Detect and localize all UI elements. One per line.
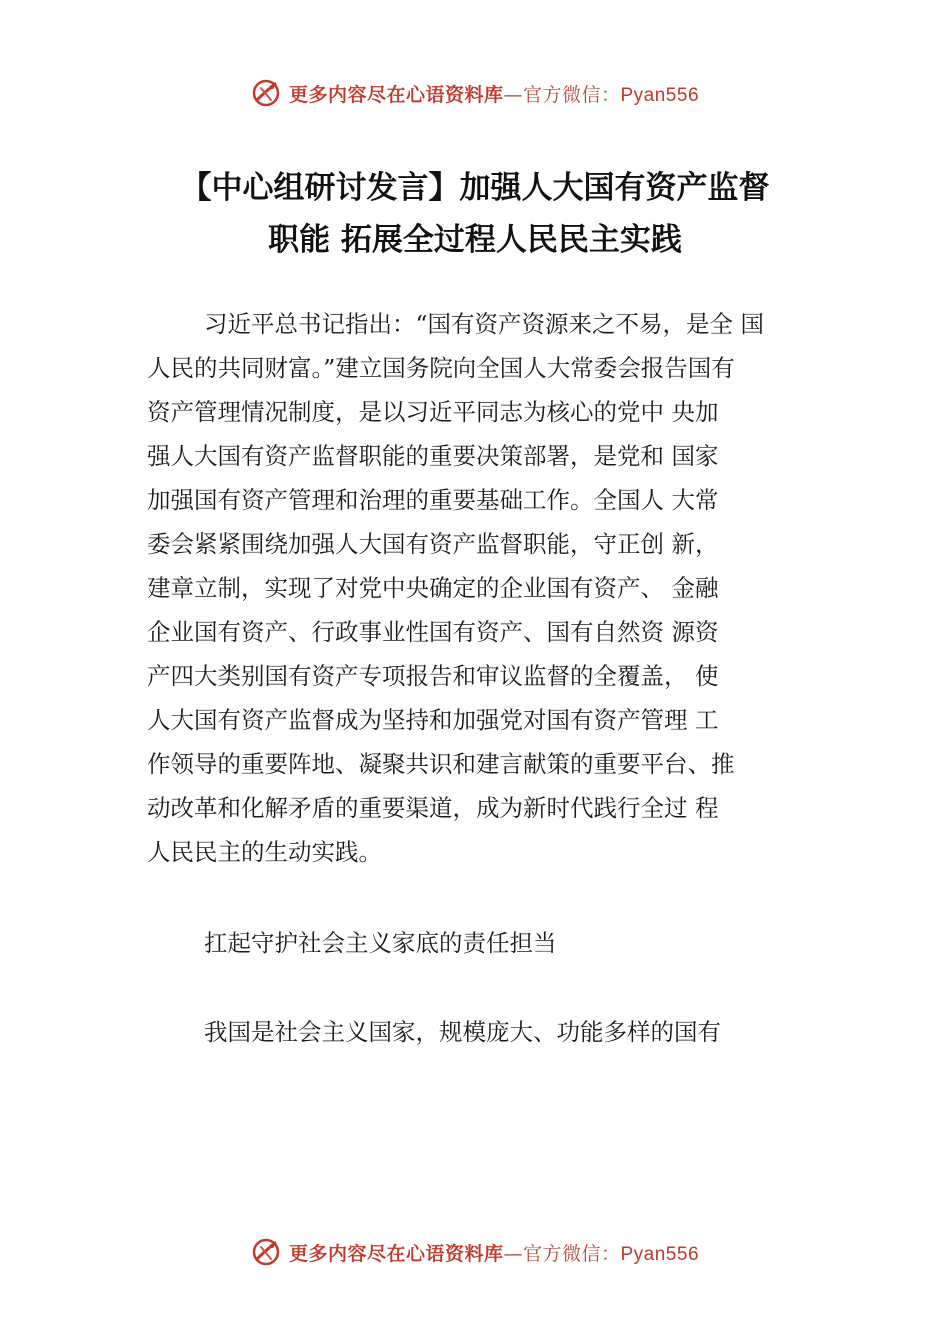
text-line: 加强国有资产管理和治理的重要基础工作。全国人 大常 (147, 486, 719, 514)
banner-text: 更多内容尽在心语资料库—官方微信：Pyan556 (288, 83, 700, 106)
page-title (100, 162, 850, 266)
text-line: 人民的共同财富。”建立国务院向全国人大常委会报告国有 (147, 354, 735, 382)
title-line-2: 职能 拓展全过程人民民主实践 (268, 222, 682, 258)
text-line: 人大国有资产监督成为坚持和加强党对国有资产管理 工 (147, 706, 719, 734)
text-line: 资产管理情况制度，是以习近平同志为核心的党中 央加 (147, 398, 719, 426)
text-line: 建章立制，实现了对党中央确定的企业国有资产、 金融 (147, 574, 719, 602)
text-line: 产四大类别国有资产专项报告和审议监督的全覆盖， 使 (147, 662, 719, 690)
banner-text: 更多内容尽在心语资料库—官方微信：Pyan556 (288, 1242, 700, 1265)
text-line: 习近平总书记指出：“国有资产资源来之不易，是全 国 (204, 310, 764, 338)
title-line-1: 【中心组研讨发言】加强人大国有资产监督 (180, 170, 770, 206)
brush-seal-icon (251, 1237, 281, 1267)
section-subheading: 扛起守护社会主义家底的责任担当 (204, 929, 557, 957)
text-line: 人民民主的生动实践。 (147, 838, 382, 866)
text-line: 作领导的重要阵地、凝聚共识和建言献策的重要平台、推 (147, 750, 735, 778)
text-line: 动改革和化解矛盾的重要渠道，成为新时代践行全过 程 (147, 794, 719, 822)
text-line: 企业国有资产、行政事业性国有资产、国有自然资 源资 (147, 618, 719, 646)
text-line: 委会紧紧围绕加强人大国有资产监督职能，守正创 新， (147, 530, 719, 558)
text-line: 强人大国有资产监督职能的重要决策部署，是党和 国家 (147, 442, 719, 470)
brush-seal-icon (251, 78, 281, 108)
body-paragraph-2: 我国是社会主义国家，规模庞大、功能多样的国有 (204, 1018, 721, 1046)
footer-banner (0, 1232, 950, 1272)
body-paragraph-1 (147, 302, 837, 874)
wechat-id: Pyan556 (620, 1243, 700, 1265)
header-banner (0, 73, 950, 113)
wechat-id: Pyan556 (620, 84, 700, 106)
